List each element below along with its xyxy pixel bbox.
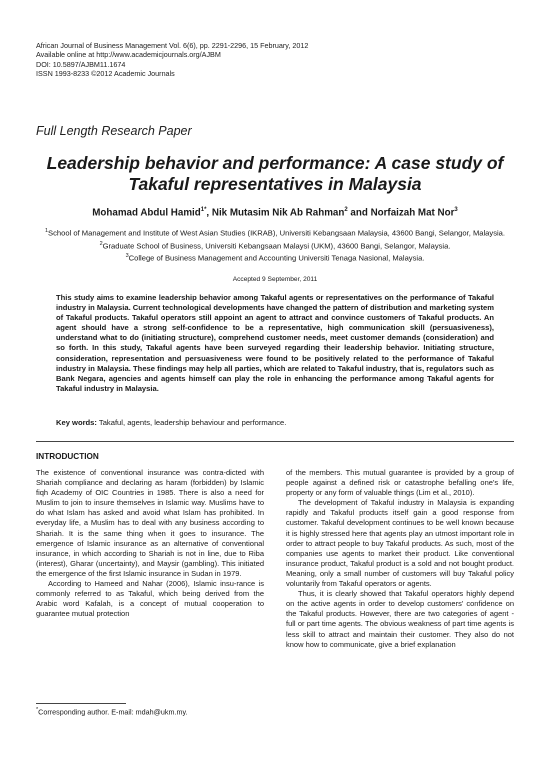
author-list — [30, 207, 520, 218]
affiliation — [36, 226, 514, 239]
author-name: Nik Mutasim Nik Ab Rahman — [211, 207, 345, 219]
footnote-divider — [36, 703, 126, 704]
paper-type: Full Length Research Paper — [36, 124, 192, 138]
affiliation-list — [36, 226, 514, 264]
keywords-label: Key words: — [56, 418, 97, 427]
abstract: This study aims to examine leadership behavior among Takaful agents or representatives on the performance of Takaful industry in Malaysia. Current technological developments have changed the pattern of distribution and marketing system of Takaful products. Takaful operators still appoint an agent to attract and convince customers of Takaful products. An agent should have a strong self-confidence to be a representative, high communication skill (persuasiveness), understand what to do (initiating structure), comprehend customer needs, meet customer demands (consideration) and so forth. In this study, Takaful agents have been surveyed regarding their leadership behavior. Initiating structure, consideration, representation and persuasiveness were found to be positively related to the performance of Takaful industry in Malaysia. These findings may help all parties, which are related to Takaful industry, that is, regulators such as Bank Negara, agencies and agents himself can play the role in enhancing the performance among Takaful agents for Takaful industry in Malaysia. — [56, 293, 494, 393]
paragraph: of the members. This mutual guarantee is provided by a group of people against a defined risk or catastrophe befalling one's life, property or any form of valuable things (Lim et al., 2010). — [286, 468, 514, 498]
right-column — [286, 468, 514, 650]
paragraph: The existence of conventional insurance was contra-dicted with Shariah compliance and declaring as haram (forbidden) by Islamic fiqh Academy of OIC Countries in 1985. There is also a need for Muslim to join to insure themselves in Islamic way. Muslims have to do what Islam has asked and avoid what Islam has prohibited. In everyday life, a Muslim has to deal with any business according to Shariah. It is the same thing when it goes to insurance. The emergence of Islamic insurance as an alternative of conventional insurance, in which according to Shariah is not in line, due to Riba (interest), Gharar (uncertainty), and Maysir (gambling). This initiated the emergence of the first Islamic insurance in Sudan in 1979. — [36, 468, 264, 578]
journal-doi: DOI: 10.5897/AJBM11.1674 — [36, 59, 126, 69]
accepted-date: Accepted 9 September, 2011 — [232, 276, 318, 283]
footnote-marker: * — [36, 707, 39, 713]
section-divider — [36, 441, 514, 442]
paragraph: The development of Takaful industry in Malaysia is expanding rapidly and Takaful products itself gain a good response from customer. Takaful development continues to be well known because it is highly stressed here that agents play an utmost important role in order to attract people to buy Takaful products. As such, most of the companies use agents to market their product. Like conventional insurance product, Takaful product is a sold and not bought product. Meaning, only a small number of customers will buy Takaful policy voluntarily from Takaful operators or agents. — [286, 498, 514, 589]
footnote — [36, 707, 188, 716]
left-column — [36, 468, 264, 619]
affiliation-superscript: 3 — [125, 253, 129, 260]
paragraph: Thus, it is clearly showed that Takaful operators highly depend on the active agents in order to develop customers' confidence on the Takaful products. However, there are two categories of agent - full or part time agents. The obvious weakness of part time agents is less skill to attract and maintain their customer. They also do not know how to communicate, give a brief explanation — [286, 589, 514, 649]
paragraph: According to Hameed and Nahar (2006), Islamic insu-rance is commonly referred to as Takaful, which being derived from the Arabic word Kafalah, is a concept of mutual cooperation to guarantee mutual protection — [36, 579, 264, 619]
author-separator: , — [206, 207, 212, 219]
footnote-text: Corresponding author. E-mail: mdah@ukm.my. — [38, 707, 188, 717]
affiliation-text: School of Management and Institute of West Asian Studies (IKRAB), Universiti Kebangsaan Malaysia, 43600 Bangi, Selangor, Malaysia. — [48, 228, 506, 238]
affiliation-text: College of Business Management and Accounting Universiti Tenaga Nasional, Malaysia. — [128, 253, 425, 263]
paper-title: Leadership behavior and performance: A case study of Takaful representatives in Malaysia — [46, 153, 504, 194]
affiliation-superscript: 1 — [44, 228, 49, 234]
author-superscript: 3 — [454, 207, 458, 213]
keywords — [56, 418, 494, 427]
section-heading: INTRODUCTION — [36, 452, 99, 461]
journal-citation: African Journal of Business Management Vol. 6(6), pp. 2291-2296, 15 February, 2012 — [36, 41, 309, 50]
journal-url: Available online at http://www.academicjournals.org/AJBM — [36, 50, 221, 60]
author-superscript: 1* — [200, 207, 207, 213]
journal-info — [36, 41, 308, 79]
author-separator: and — [347, 207, 371, 219]
author-name: Mohamad Abdul Hamid — [92, 207, 201, 219]
journal-issn: ISSN 1993-8233 ©2012 Academic Journals — [36, 69, 175, 79]
affiliation — [36, 239, 514, 252]
author-name: Norfaizah Mat Nor — [370, 207, 455, 219]
keywords-text: Takaful, agents, leadership behaviour and performance. — [96, 418, 287, 427]
affiliation-superscript: 2 — [99, 240, 103, 247]
affiliation — [36, 251, 514, 264]
author-superscript: 2 — [344, 207, 348, 213]
affiliation-text: Graduate School of Business, Universiti Kebangsaan Malaysi (UKM), 43600 Bangi, Selangor, Malaysia. — [102, 241, 451, 251]
